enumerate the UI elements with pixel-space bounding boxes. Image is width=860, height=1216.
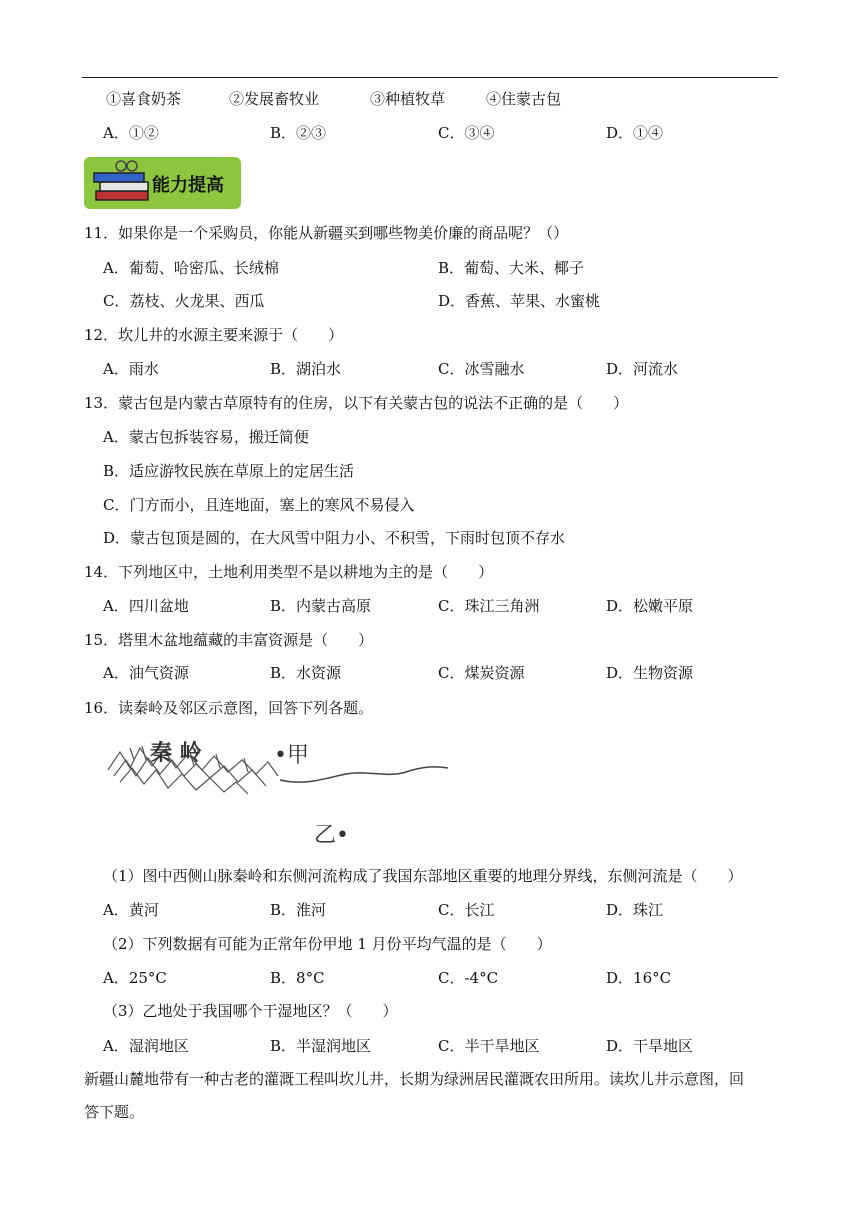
q13-option-a: A．蒙古包拆装容易，搬迁简便 xyxy=(103,428,309,446)
huaihe-river xyxy=(280,767,448,782)
q13-option-b: B．适应游牧民族在草原上的定居生活 xyxy=(103,462,355,480)
q16-sub2-option-a: A．25°C xyxy=(103,969,167,987)
q16-sub2-stem: （2）下列数据有可能为正常年份甲地 1 月份平均气温的是（ ） xyxy=(103,935,552,953)
q11-option-d: D．香蕉、苹果、水蜜桃 xyxy=(438,292,601,310)
q11-stem: 11．如果你是一个采购员，你能从新疆买到哪些物美价廉的商品呢？（） xyxy=(84,224,569,242)
q12-option-b: B．湖泊水 xyxy=(270,360,342,378)
q15-option-d: D．生物资源 xyxy=(606,664,694,682)
q12-option-d: D．河流水 xyxy=(606,360,679,378)
q14-stem: 14．下列地区中，土地利用类型不是以耕地为主的是（ ） xyxy=(84,563,494,581)
q16-sub3-option-a: A．湿润地区 xyxy=(103,1037,189,1055)
q12-option-a: A．雨水 xyxy=(103,360,159,378)
q15-option-c: C．煤炭资源 xyxy=(438,664,525,682)
section-title: 能力提高 xyxy=(152,175,224,196)
q14-option-d: D．松嫩平原 xyxy=(606,597,694,615)
q15-option-a: A．油气资源 xyxy=(103,664,189,682)
q16-sub1-option-c: C．长江 xyxy=(438,901,495,919)
q11-option-b: B．葡萄、大米、椰子 xyxy=(438,259,585,277)
q15-option-b: B．水资源 xyxy=(270,664,342,682)
q13-stem: 13．蒙古包是内蒙古草原特有的住房，以下有关蒙古包的说法不正确的是（ ） xyxy=(84,394,629,412)
q16-sub3-option-b: B．半湿润地区 xyxy=(270,1037,372,1055)
q15-stem: 15．塔里木盆地蕴藏的丰富资源是（ ） xyxy=(84,631,374,649)
option-b: B．②③ xyxy=(270,124,327,142)
q16-sub1-stem: （1）图中西侧山脉秦岭和东侧河流构成了我国东部地区重要的地理分界线，东侧河流是（ ） xyxy=(103,867,743,885)
q16-sub2-option-c: C．-4°C xyxy=(438,969,499,987)
passage-line-1: 新疆山麓地带有一种古老的灌溉工程叫坎儿井，长期为绿洲居民灌溉农田所用。读坎儿井示意图，回 xyxy=(84,1070,745,1088)
option-a: A．①② xyxy=(103,124,159,142)
q16-sub3-stem: （3）乙地处于我国哪个干湿地区？（ ） xyxy=(103,1002,398,1020)
section-badge xyxy=(84,157,241,209)
q16-sub2-option-b: B．8°C xyxy=(270,969,325,987)
item-1: ①喜食奶茶 xyxy=(106,90,182,108)
qinling-map xyxy=(106,730,466,850)
item-3: ③种植牧草 xyxy=(370,90,446,108)
option-d: D．①④ xyxy=(606,124,664,142)
option-c: C．③④ xyxy=(438,124,495,142)
q16-sub2-option-d: D．16°C xyxy=(606,969,672,987)
q16-sub1-option-a: A．黄河 xyxy=(103,901,159,919)
passage-line-2: 答下题。 xyxy=(84,1103,145,1121)
q14-option-c: C．珠江三角洲 xyxy=(438,597,540,615)
q13-option-d: D．蒙古包顶是圆的，在大风雪中阻力小、不积雪，下雨时包顶不存水 xyxy=(103,529,566,547)
map-label-qinling: 秦 岭 xyxy=(150,741,202,766)
q16-stem: 16．读秦岭及邻区示意图，回答下列各题。 xyxy=(84,699,374,717)
item-4: ④住蒙古包 xyxy=(486,90,562,108)
header-rule xyxy=(82,77,778,78)
map-label-yi: 乙• xyxy=(314,823,349,848)
item-2: ②发展畜牧业 xyxy=(229,90,320,108)
q16-sub1-option-d: D．珠江 xyxy=(606,901,664,919)
books-icon xyxy=(88,157,158,209)
q14-option-a: A．四川盆地 xyxy=(103,597,189,615)
q14-option-b: B．内蒙古高原 xyxy=(270,597,372,615)
q16-sub1-option-b: B．淮河 xyxy=(270,901,327,919)
map-label-jia: •甲 xyxy=(274,743,309,768)
q11-option-c: C．荔枝、火龙果、西瓜 xyxy=(103,292,265,310)
q16-sub3-option-c: C．半干旱地区 xyxy=(438,1037,540,1055)
q13-option-c: C．门方而小，且连地面，塞上的寒风不易侵入 xyxy=(103,496,415,514)
q16-sub3-option-d: D．干旱地区 xyxy=(606,1037,694,1055)
q11-option-a: A．葡萄、哈密瓜、长绒棉 xyxy=(103,259,279,277)
q12-stem: 12．坎儿井的水源主要来源于（ ） xyxy=(84,326,344,344)
q12-option-c: C．冰雪融水 xyxy=(438,360,525,378)
